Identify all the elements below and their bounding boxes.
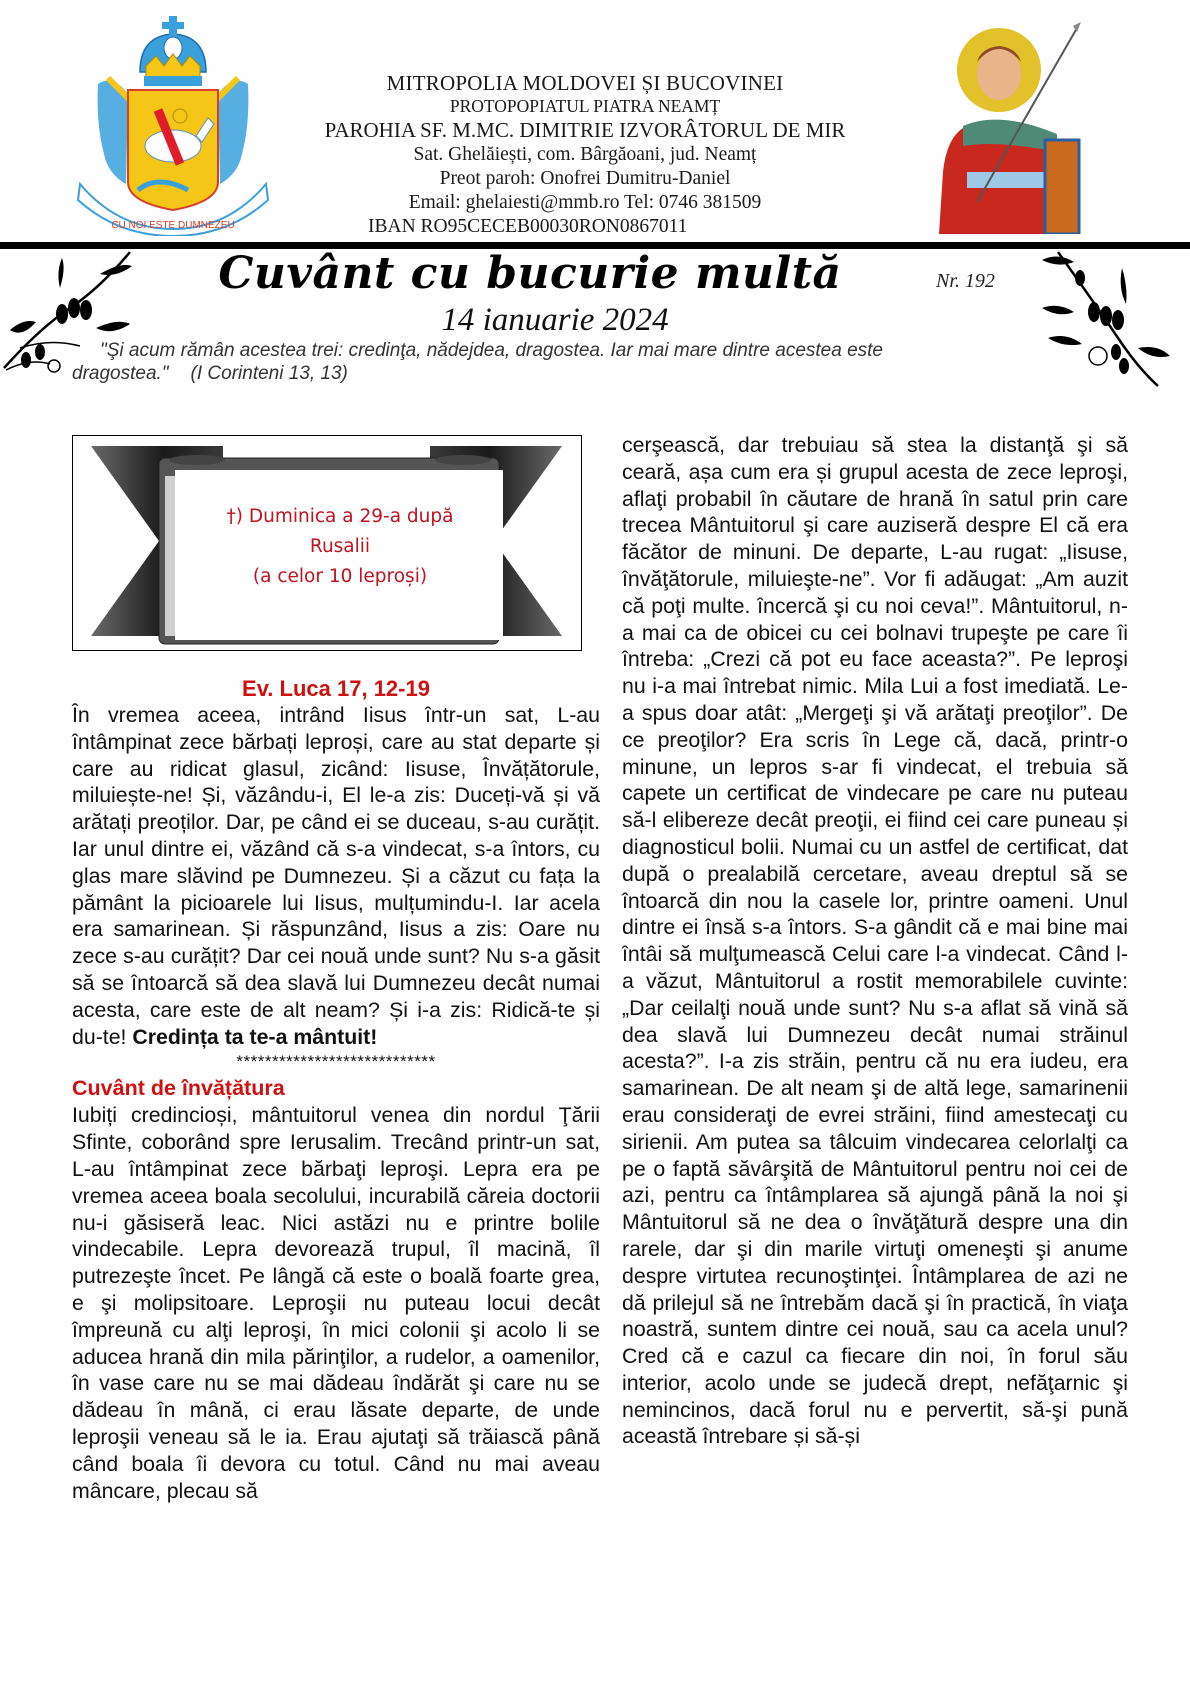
issue-date: 14 ianuarie 2024 <box>441 302 669 338</box>
svg-text:CU NOI ESTE DUMNEZEU: CU NOI ESTE DUMNEZEU <box>111 220 235 231</box>
iban: IBAN RO95CECEB00030RON0867011 <box>368 216 688 237</box>
contact-info: Email: ghelaiesti@mmb.ro Tel: 0746 381509 <box>408 192 762 213</box>
parish-header <box>300 70 870 239</box>
banner-line-1: †) Duminica a 29-a după <box>226 506 454 527</box>
quote-line-1: "Şi acum rămân acestea trei: credinţa, nădejdea, dragostea. Iar mai mare dintre acestea este <box>100 340 883 361</box>
parish-priest: Preot paroh: Onofrei Dumitru-Daniel <box>439 168 731 189</box>
metropolis-coat-of-arms-logo <box>68 14 278 236</box>
scripture-quote <box>72 339 1002 385</box>
gospel-body: În vremea aceea, intrând Iisus într-un sat, L-au întâmpinat zece bărbați leproși, care au stat departe și care au ridicat glasul, zicând: Iisuse, Învățătorule, miluiește-ne! Și, văzându-i, El le-a zis: Duceți-vă și vă arătați preoților. Dar, pe când ei se duceau, s-au curățit. Iar unul dintre ei, văzând că s-a vindecat, s-a întors, cu glas mare slăvind pe Dumnezeu. Și a căzut cu fața la pământ la picioarele lui Iisus, mulțumindu-I. Iar acela era samarinean. Și răspunzând, Iisus a zis: Oare nu zece s-au curățit? Dar cei nouă unde sunt? Nu s-a găsit să se întoarcă să dea slavă lui Dumnezeu decât numai acesta, care este de alt neam? Și i-a zis: Ridică-te și du-te! <box>72 703 600 1049</box>
saint-dimitrie-icon-image <box>937 22 1087 234</box>
olive-branch-icon <box>1038 248 1173 388</box>
issue-number: Nr. 192 <box>936 270 995 292</box>
banner-line-3: (a celor 10 leproși) <box>252 566 428 587</box>
gospel-text <box>72 702 600 1050</box>
olive-branch-right-decoration <box>1038 248 1173 388</box>
left-column <box>72 676 600 1504</box>
parish-address: Sat. Ghelăiești, com. Bârgăoani, jud. Neamț <box>413 144 757 165</box>
quote-reference: (I Corinteni 13, 13) <box>190 363 348 384</box>
gospel-reference: Ev. Luca 17, 12-19 <box>242 676 430 701</box>
quote-line-2: dragostea." <box>72 363 169 384</box>
sermon-text-left: Iubiți credincioși, mântuitorul venea din nordul Ţării Sfinte, coborând spre Ierusalim. Trecând printr-un sat, L-au întâmpinat zece bărbaţi leproşi. Lepra era pe vremea aceea boala secolului, incurabilă căreia doctorii nu-i găsiseră leac. Nici astăzi nu e printre bolile vindecabile. Lepra devorează trupul, îl macină, îl putrezeşte încet. Pe lângă că este o boală foarte grea, e şi molipsitoare. Leproşii nu puteau locui decât împreună cu alţi leproşi, în mici colonii şi acolo li se aducea hrană din mila părinţilor, a rudelor, a oamenilor, în vase care nu se mai dădeau îndărăt şi care nu se dădeau în mână, ci erau lăsate departe, de unde leproşii veneau să le ia. Erau ajutaţi să trăiască până când boala îi devora cu totul. Când nu mai aveau mâncare, plecau să <box>72 1103 600 1503</box>
right-column <box>622 432 1128 1450</box>
protopopiat-name: PROTOPOPIATUL PIATRA NEAMȚ <box>449 96 721 116</box>
newsletter-title: Cuvânt cu bucurie multă <box>218 248 842 299</box>
parish-name: PAROHIA SF. M.MC. DIMITRIE IZVORÂTORUL DE MIR <box>324 118 846 142</box>
banner-title <box>180 502 500 592</box>
gospel-conclusion: Credința ta te-a mântuit! <box>132 1024 378 1049</box>
metropolis-name: MITROPOLIA MOLDOVEI ȘI BUCOVINEI <box>386 71 784 95</box>
saint-icon <box>937 22 1087 234</box>
section-separator: **************************** <box>236 1052 436 1072</box>
sermon-heading: Cuvânt de învățătura <box>72 1076 285 1101</box>
sermon-text-right: cerşească, dar trebuiau să stea la distanţă şi să ceară, așa cum era și grupul acesta de zece leproşi, aflaţi probabil în căutare de hrană în satul prin care trecea Mântuitorul şi care auziseră despre El că era făcător de minuni. De departe, L-au rugat: „Iisuse, învăţătorule, miluieşte-ne”. Vor fi adăugat: „Am auzit că poţi multe. încercă şi cu noi ceva!”. Mântuitorul, n-a mai ca de obicei cu cei bolnavi trupeşte pe care îi întreba: „Crezi că pot eu face aceasta?”. Pe leproşi nu i-a mai întrebat nimic. Mila Lui a fost imediată. Le-a spus doar atât: „Mergeţi şi vă arătaţi preoţilor”. De ce preoţilor? Era scris în Lege că, dacă, printr-o minune, un lepros s-ar fi vindecat, el trebuia să capete un certificat de vindecare pe care nu puteau să-l elibereze decât preoţii, ei fiind cei care puneau și diagnosticul bolii. Numai cu un astfel de certificat, dat după o prealabilă cercetare, aveau dreptul să se întoarcă din nou la casele lor, printre oameni. Unul dintre ei însă s-a întors. S-a gândit că e mai bine mai întâi să mulţumească Celui care l-a vindecat. Când l-a văzut, Mântuitorul a rostit memorabilele cuvinte: „Dar ceilalţi nouă unde sunt? Nu s-a aflat să vină să dea slavă lui Dumnezeu decât numai străinul acesta?”. I-a zis străin, pentru că nu era iudeu, era samarinean. De alt neam şi de altă lege, samarinenii erau consideraţi de evrei străini, fiind amestecaţi cu sirienii. Am putea sa tâlcuim vindecarea celorlalţi ca pe o faptă săvârşită de Mântuitorul pentru noi cei de azi, pentru ca întâmplarea să ajungă până la noi şi Mântuitorul să ne dea o învăţătură despre una din rarele, dar şi din marile virtuţi omeneşti şi anume despre virtutea recunoştinţei. Întâmplarea de azi ne dă prilejul să ne întrebăm dacă şi în practică, în viaţa noastră, suntem dintre cei nouă, sau ca acela unul? Cred că e cazul ca fiecare din noi, în forul său interior, acolo unde se judecă drept, nefăţarnic şi nemincinos, dacă forul nu e pervertit, să-şi pună această întrebare și să-și <box>622 433 1128 1449</box>
coat-of-arms-icon <box>68 14 278 236</box>
banner-line-2: Rusalii <box>309 536 371 557</box>
